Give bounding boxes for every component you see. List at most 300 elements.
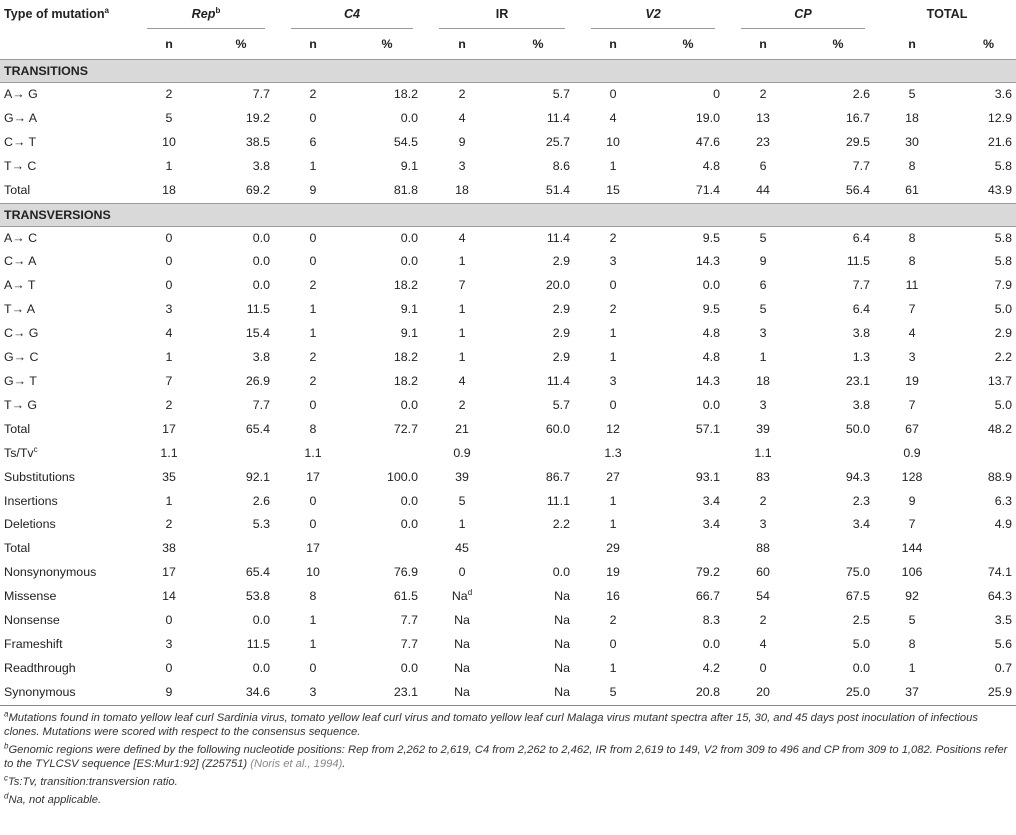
cell-n: Na bbox=[454, 684, 470, 699]
sub-n: n bbox=[759, 37, 767, 51]
cell-n: 7 bbox=[908, 302, 916, 317]
cell-pct: Na bbox=[554, 613, 571, 628]
sub-pct: % bbox=[381, 37, 393, 51]
table-row bbox=[0, 585, 1016, 609]
cell-pct: 0.0 bbox=[702, 397, 721, 412]
cell-pct: 11.4 bbox=[546, 373, 571, 388]
cell-pct: 0.0 bbox=[400, 660, 419, 675]
cell-pct: 0.0 bbox=[400, 517, 419, 532]
cell-pct bbox=[798, 442, 878, 466]
cell-pct: 2.9 bbox=[552, 350, 571, 365]
sub-n: n bbox=[908, 37, 916, 51]
cell-pct bbox=[946, 442, 1016, 466]
cell-pct: 79.2 bbox=[695, 565, 721, 580]
cell-n: 21 bbox=[455, 421, 469, 436]
cell-pct bbox=[204, 442, 278, 466]
cell-pct: 0.0 bbox=[252, 278, 270, 293]
row-label: Missense bbox=[4, 589, 57, 604]
cell-pct: 3.4 bbox=[702, 517, 721, 532]
citation-link[interactable]: (Noris et al., 1994) bbox=[250, 758, 343, 771]
cell-pct: 69.2 bbox=[245, 182, 270, 197]
cell-pct: 3.4 bbox=[852, 517, 871, 532]
cell-pct: 5.8 bbox=[994, 230, 1013, 245]
cell-n: 18 bbox=[455, 182, 469, 197]
cell-n: 38 bbox=[162, 541, 176, 556]
cell-n: 9 bbox=[165, 684, 173, 699]
cell-n: 67 bbox=[905, 421, 919, 436]
cell-n: 1 bbox=[908, 660, 916, 675]
header-row-groups bbox=[0, 0, 1016, 29]
cell-n: 4 bbox=[165, 326, 173, 341]
cell-n: 17 bbox=[306, 469, 320, 484]
cell-pct: 61.5 bbox=[393, 589, 419, 604]
table-row bbox=[0, 466, 1016, 490]
table-row bbox=[0, 179, 1016, 203]
cell-pct: 65.4 bbox=[245, 421, 270, 436]
cell-pct: 75.0 bbox=[845, 565, 871, 580]
cell-n: 3 bbox=[759, 517, 767, 532]
cell-n: 4 bbox=[458, 230, 466, 245]
cell-pct: 29.5 bbox=[845, 134, 871, 149]
sub-pct: % bbox=[235, 37, 247, 51]
cell-n: 1 bbox=[165, 493, 173, 508]
footnote: $^b$Genomic regions were defined by the following nucleotide positions: Rep from 2,262 to 2,619, C4 from 2,262 to 2,462, IR from 2,619 to 149, V2 from 309 to 496 and CP from 309 to 1,082. Positions refer to the TYLCSV sequence [ES:Mur1:92] (Z25751) (Noris et al., 1994). bbox=[4, 741, 1008, 771]
cell-n: 4 bbox=[458, 110, 466, 125]
cell-pct: 21.6 bbox=[987, 134, 1013, 149]
cell-n: 0 bbox=[309, 493, 317, 508]
cell-pct: 8.3 bbox=[702, 613, 721, 628]
row-label: A→ C bbox=[4, 230, 38, 245]
cell-pct: 2.2 bbox=[994, 350, 1013, 365]
cell-n: 2 bbox=[759, 613, 767, 628]
cell-n: 39 bbox=[756, 421, 770, 436]
cell-n: 60 bbox=[756, 565, 770, 580]
cell-n: 17 bbox=[162, 421, 176, 436]
cell-pct: 7.9 bbox=[994, 278, 1013, 293]
cell-n: 0 bbox=[309, 110, 317, 125]
table-row bbox=[0, 250, 1016, 274]
cell-pct: 81.8 bbox=[393, 182, 419, 197]
cell-pct: 6.4 bbox=[852, 302, 871, 317]
section-header-row bbox=[0, 203, 1016, 226]
cell-pct: 88.9 bbox=[987, 469, 1013, 484]
cell-pct: 9.5 bbox=[702, 302, 721, 317]
cell-pct: 4.8 bbox=[702, 158, 721, 173]
sub-n: n bbox=[458, 37, 466, 51]
cell-pct: 9.5 bbox=[702, 230, 721, 245]
cell-n: 88 bbox=[756, 541, 770, 556]
cell-n: 2 bbox=[309, 87, 317, 101]
cell-n: 54 bbox=[756, 589, 770, 604]
cell-n: 5 bbox=[908, 87, 916, 101]
cell-pct: 47.6 bbox=[695, 134, 721, 149]
cell-pct: 3.4 bbox=[702, 493, 721, 508]
cell-pct: 3.6 bbox=[994, 87, 1013, 101]
cell-n: 1 bbox=[609, 350, 617, 365]
cell-pct: 7.7 bbox=[400, 636, 419, 651]
cell-n: 6 bbox=[309, 134, 317, 149]
row-label: Ts/Tv$^c$ bbox=[4, 444, 38, 460]
cell-n: 1.1 bbox=[160, 445, 178, 460]
cell-pct: 86.7 bbox=[545, 469, 571, 484]
cell-n: 8 bbox=[309, 421, 317, 436]
cell-pct: 5.0 bbox=[852, 636, 871, 651]
cell-n: 14 bbox=[162, 589, 176, 604]
cell-pct: 2.6 bbox=[852, 87, 871, 101]
cell-pct: 7.7 bbox=[400, 613, 419, 628]
cell-n: 18 bbox=[905, 110, 919, 125]
row-label: T→ G bbox=[4, 397, 38, 412]
table-row bbox=[0, 609, 1016, 633]
cell-pct: 5.6 bbox=[994, 636, 1013, 651]
header-group-rep: Rep$^b$ bbox=[134, 0, 278, 29]
cell-n: 0 bbox=[165, 660, 173, 675]
cell-pct: 92.1 bbox=[245, 469, 270, 484]
cell-n: 23 bbox=[756, 134, 770, 149]
cell-n: 1 bbox=[609, 517, 617, 532]
cell-n: Na bbox=[454, 660, 470, 675]
cell-n: 6 bbox=[759, 278, 767, 293]
cell-n: 10 bbox=[606, 134, 620, 149]
table-row bbox=[0, 513, 1016, 537]
cell-n: 8 bbox=[908, 636, 916, 651]
table-row bbox=[0, 83, 1016, 107]
cell-n: 128 bbox=[901, 469, 923, 484]
table-row bbox=[0, 537, 1016, 561]
cell-pct: 7.7 bbox=[252, 397, 270, 412]
cell-pct: 0.0 bbox=[400, 397, 419, 412]
table-row bbox=[0, 490, 1016, 514]
cell-pct: 14.3 bbox=[695, 254, 721, 269]
cell-n: 0 bbox=[759, 660, 767, 675]
cell-n: 9 bbox=[908, 493, 916, 508]
cell-n: 2 bbox=[609, 230, 617, 245]
footnotes bbox=[0, 706, 1016, 808]
cell-pct: 11.1 bbox=[546, 493, 571, 508]
cell-pct bbox=[204, 537, 278, 561]
cell-pct: 74.1 bbox=[987, 565, 1013, 580]
row-label: Insertions bbox=[4, 493, 58, 508]
header-type-of-mutation: Type of mutation$^a$ bbox=[4, 5, 109, 21]
cell-pct: 0.0 bbox=[252, 613, 270, 628]
cell-n: 27 bbox=[606, 469, 620, 484]
cell-pct: 1.3 bbox=[852, 350, 871, 365]
cell-n: 1.3 bbox=[604, 445, 622, 460]
row-label: Total bbox=[4, 182, 31, 197]
row-label: C→ T bbox=[4, 134, 37, 149]
cell-pct: 5.0 bbox=[994, 302, 1013, 317]
cell-pct: 0.0 bbox=[400, 110, 419, 125]
cell-n: 2 bbox=[458, 397, 466, 412]
cell-pct: 38.5 bbox=[245, 134, 270, 149]
cell-pct: 0.7 bbox=[994, 660, 1013, 675]
cell-n: 1 bbox=[165, 350, 173, 365]
cell-pct: 18.2 bbox=[393, 278, 419, 293]
cell-n: 2 bbox=[309, 278, 317, 293]
row-label: A→ T bbox=[4, 278, 36, 293]
header-group-total: TOTAL bbox=[926, 7, 968, 21]
row-label: A→ G bbox=[4, 87, 38, 101]
section-header-row bbox=[0, 60, 1016, 83]
cell-n: 0 bbox=[309, 660, 317, 675]
cell-n: 5 bbox=[458, 493, 466, 508]
cell-pct bbox=[498, 537, 578, 561]
cell-n: 1 bbox=[759, 350, 767, 365]
cell-n: 19 bbox=[905, 373, 919, 388]
table-row bbox=[0, 561, 1016, 585]
cell-pct: Na bbox=[554, 636, 571, 651]
cell-pct: 26.9 bbox=[245, 373, 270, 388]
cell-pct: 6.3 bbox=[994, 493, 1013, 508]
cell-n: 2 bbox=[458, 87, 466, 101]
cell-pct bbox=[498, 442, 578, 466]
cell-n: 8 bbox=[908, 158, 916, 173]
cell-n: 0 bbox=[309, 517, 317, 532]
row-label: Nonsense bbox=[4, 613, 60, 628]
cell-pct: 0.0 bbox=[252, 660, 270, 675]
cell-n: 1 bbox=[458, 517, 466, 532]
cell-n: 0 bbox=[309, 254, 317, 269]
table-row bbox=[0, 442, 1016, 466]
cell-pct: 18.2 bbox=[393, 87, 419, 101]
table-row bbox=[0, 394, 1016, 418]
cell-n: 1 bbox=[458, 350, 466, 365]
cell-pct: 20.0 bbox=[545, 278, 571, 293]
cell-pct: 13.7 bbox=[987, 373, 1013, 388]
cell-pct: 0.0 bbox=[252, 254, 270, 269]
cell-n: 35 bbox=[162, 469, 176, 484]
cell-n: 5 bbox=[759, 230, 767, 245]
row-label: Frameshift bbox=[4, 636, 63, 651]
cell-pct: 15.4 bbox=[245, 326, 270, 341]
row-label: T→ C bbox=[4, 158, 37, 173]
cell-n: 1 bbox=[309, 302, 317, 317]
cell-pct: 3.8 bbox=[252, 350, 270, 365]
cell-pct: 0.0 bbox=[852, 660, 871, 675]
cell-n: 44 bbox=[756, 182, 770, 197]
row-label: T→ A bbox=[4, 302, 35, 317]
cell-pct bbox=[348, 537, 426, 561]
cell-n: 20 bbox=[756, 684, 770, 699]
cell-n: 1 bbox=[609, 493, 617, 508]
cell-n: 92 bbox=[905, 589, 919, 604]
cell-pct: 6.4 bbox=[852, 230, 871, 245]
cell-pct: 4.2 bbox=[702, 660, 721, 675]
cell-n: 19 bbox=[606, 565, 620, 580]
section-title: TRANSITIONS bbox=[0, 60, 1016, 83]
cell-pct: 51.4 bbox=[545, 182, 571, 197]
cell-pct bbox=[348, 442, 426, 466]
row-label: Readthrough bbox=[4, 660, 76, 675]
cell-n: 2 bbox=[759, 87, 767, 101]
cell-n: 3 bbox=[309, 684, 317, 699]
cell-n: 3 bbox=[609, 373, 617, 388]
cell-n: 1 bbox=[609, 326, 617, 341]
cell-pct: 25.0 bbox=[845, 684, 871, 699]
sub-n: n bbox=[309, 37, 317, 51]
cell-n: 13 bbox=[756, 110, 770, 125]
row-label: Total bbox=[4, 541, 31, 556]
cell-pct: 3.8 bbox=[852, 326, 871, 341]
cell-pct bbox=[648, 537, 728, 561]
cell-pct: 0.0 bbox=[552, 565, 571, 580]
cell-pct: 66.7 bbox=[695, 589, 721, 604]
cell-n: 5 bbox=[609, 684, 617, 699]
cell-n: 2 bbox=[309, 350, 317, 365]
cell-n: 2 bbox=[165, 397, 173, 412]
cell-pct: 0.0 bbox=[400, 493, 419, 508]
cell-n: 0 bbox=[458, 565, 466, 580]
cell-pct: 2.9 bbox=[994, 326, 1013, 341]
cell-n: 0 bbox=[609, 87, 617, 101]
cell-pct: 2.9 bbox=[552, 326, 571, 341]
section-title: TRANSVERSIONS bbox=[0, 203, 1016, 226]
cell-pct: 43.9 bbox=[987, 182, 1013, 197]
cell-pct: 11.4 bbox=[546, 110, 571, 125]
cell-n: 2 bbox=[609, 302, 617, 317]
cell-pct: 0 bbox=[713, 87, 721, 101]
cell-n: 15 bbox=[606, 182, 620, 197]
table-body bbox=[0, 60, 1016, 706]
cell-n: 11 bbox=[905, 278, 919, 293]
cell-pct: 25.9 bbox=[987, 684, 1013, 699]
cell-pct: 23.1 bbox=[845, 373, 871, 388]
cell-n: 3 bbox=[759, 397, 767, 412]
cell-n: 0 bbox=[165, 254, 173, 269]
cell-n: Na bbox=[454, 613, 470, 628]
cell-pct: 7.7 bbox=[252, 87, 270, 101]
cell-pct: Na bbox=[554, 684, 571, 699]
cell-pct: 18.2 bbox=[393, 350, 419, 365]
cell-pct: 9.1 bbox=[400, 326, 419, 341]
cell-pct: 57.1 bbox=[695, 421, 721, 436]
row-label: G→ C bbox=[4, 350, 39, 365]
cell-pct: 0.0 bbox=[400, 254, 419, 269]
header-group-v2: V2 bbox=[578, 0, 728, 29]
cell-n: 4 bbox=[609, 110, 617, 125]
cell-n: 3 bbox=[165, 636, 173, 651]
table-row bbox=[0, 370, 1016, 394]
cell-n: 17 bbox=[162, 565, 176, 580]
cell-n: 5 bbox=[908, 613, 916, 628]
cell-n: 37 bbox=[905, 684, 919, 699]
cell-n: 8 bbox=[908, 254, 916, 269]
cell-n: 0 bbox=[309, 230, 317, 245]
cell-n: 106 bbox=[901, 565, 923, 580]
cell-pct: 67.5 bbox=[845, 589, 871, 604]
cell-n: 61 bbox=[905, 182, 919, 197]
cell-pct: 11.5 bbox=[246, 636, 270, 651]
cell-pct: 12.9 bbox=[987, 110, 1013, 125]
row-label: Deletions bbox=[4, 517, 56, 532]
cell-pct: 4.8 bbox=[702, 350, 721, 365]
cell-n: 16 bbox=[606, 589, 620, 604]
cell-n: 3 bbox=[908, 350, 916, 365]
sub-pct: % bbox=[832, 37, 844, 51]
cell-pct: 0.0 bbox=[702, 636, 721, 651]
cell-n: 0 bbox=[609, 278, 617, 293]
row-label: Synonymous bbox=[4, 684, 76, 699]
cell-n: 45 bbox=[455, 541, 469, 556]
table-row bbox=[0, 633, 1016, 657]
cell-pct: 48.2 bbox=[987, 421, 1013, 436]
cell-n: 18 bbox=[162, 182, 176, 197]
cell-n: 2 bbox=[609, 613, 617, 628]
cell-pct: 53.8 bbox=[245, 589, 270, 604]
cell-n: 2 bbox=[165, 517, 173, 532]
cell-pct: 25.7 bbox=[545, 134, 571, 149]
cell-pct bbox=[648, 442, 728, 466]
cell-n: 0 bbox=[609, 636, 617, 651]
header-row-sub bbox=[0, 29, 1016, 60]
footnote: $^c$Ts:Tv, transition:transversion ratio. bbox=[4, 773, 178, 789]
cell-pct: 64.3 bbox=[987, 589, 1013, 604]
cell-pct bbox=[798, 537, 878, 561]
cell-pct: 5.7 bbox=[552, 87, 571, 101]
cell-pct: 0.0 bbox=[702, 278, 721, 293]
cell-n: 3 bbox=[609, 254, 617, 269]
cell-pct: 34.6 bbox=[245, 684, 270, 699]
cell-pct: 5.7 bbox=[552, 397, 571, 412]
cell-n: 1 bbox=[309, 158, 317, 173]
cell-n: 7 bbox=[908, 517, 916, 532]
cell-n: 1 bbox=[309, 613, 317, 628]
row-label: C→ A bbox=[4, 254, 37, 269]
row-label: G→ T bbox=[4, 373, 37, 388]
table-row bbox=[0, 107, 1016, 131]
table-row bbox=[0, 226, 1016, 250]
row-label: Substitutions bbox=[4, 469, 75, 484]
row-label: Total bbox=[4, 421, 31, 436]
cell-pct: 0.0 bbox=[400, 230, 419, 245]
cell-n: 7 bbox=[165, 373, 173, 388]
cell-n: 1 bbox=[458, 302, 466, 317]
cell-pct: 19.2 bbox=[245, 110, 270, 125]
cell-pct: 5.8 bbox=[994, 158, 1013, 173]
cell-n: 1 bbox=[609, 158, 617, 173]
cell-pct: 19.0 bbox=[695, 110, 721, 125]
cell-pct: 5.8 bbox=[994, 254, 1013, 269]
cell-n: Na bbox=[454, 636, 470, 651]
cell-n: 144 bbox=[901, 541, 923, 556]
footnote: $^a$Mutations found in tomato yellow leaf curl Sardinia virus, tomato yellow leaf curl virus and tomato yellow leaf curl Malaga virus mutant spectra after 15, 30, and 45 days post inoculation of infectious clones. Mutations were scored with respect to the consensus sequence. bbox=[4, 708, 978, 739]
cell-n: 10 bbox=[306, 565, 320, 580]
row-label: Nonsynonymous bbox=[4, 565, 97, 580]
cell-n: 83 bbox=[756, 469, 770, 484]
cell-pct: 2.3 bbox=[852, 493, 871, 508]
header-group-c4: C4 bbox=[278, 0, 426, 29]
cell-n: 3 bbox=[759, 326, 767, 341]
row-label: G→ A bbox=[4, 110, 38, 125]
sub-pct: % bbox=[532, 37, 544, 51]
cell-n: 0.9 bbox=[453, 445, 471, 460]
cell-n: 1.1 bbox=[754, 445, 772, 460]
cell-pct: 60.0 bbox=[545, 421, 571, 436]
cell-pct: 50.0 bbox=[845, 421, 871, 436]
header-group-cp: CP bbox=[728, 0, 878, 29]
footnote: $^d$Na, not applicable. bbox=[4, 790, 102, 806]
cell-pct: 76.9 bbox=[393, 565, 419, 580]
cell-pct: 3.5 bbox=[994, 613, 1013, 628]
cell-n: 3 bbox=[165, 302, 173, 317]
table-row bbox=[0, 681, 1016, 705]
cell-n: 1.1 bbox=[304, 445, 322, 460]
row-label: C→ G bbox=[4, 326, 39, 341]
cell-pct: 20.8 bbox=[695, 684, 721, 699]
cell-n: 2 bbox=[759, 493, 767, 508]
cell-n: 30 bbox=[905, 134, 919, 149]
cell-pct: 0.0 bbox=[252, 230, 270, 245]
